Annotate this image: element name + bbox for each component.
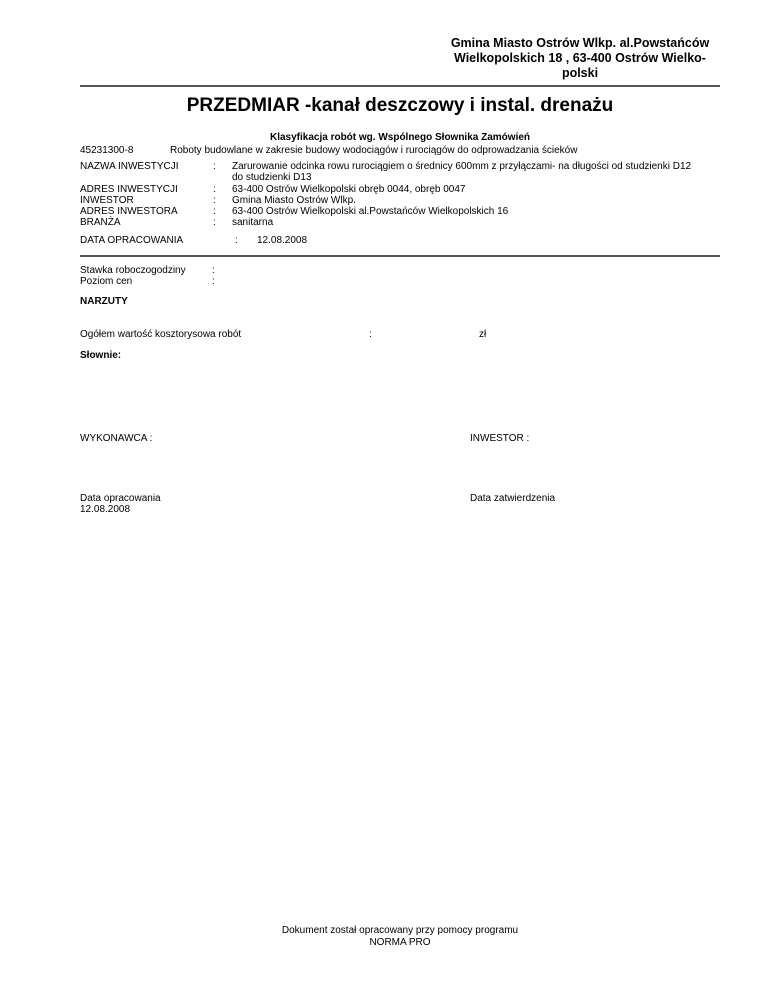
colon: : (212, 276, 215, 287)
total-label: Ogółem wartość kosztorysowa robót (80, 329, 242, 340)
nazwa-inwestycji-label: NAZWA INWESTYCJI (80, 161, 179, 172)
wykonawca-label: WYKONAWCA : (80, 433, 153, 444)
colon: : (213, 217, 216, 229)
top-divider (80, 85, 720, 87)
adres-inwestora-label: ADRES INWESTORA (80, 206, 178, 218)
narzuty-heading: NARZUTY (80, 296, 128, 307)
colon: : (235, 235, 238, 246)
investor-address-header (400, 36, 760, 81)
data-opracowania-bottom-label: Data opracowania (80, 493, 161, 504)
stawka-label: Stawka roboczogodziny (80, 265, 186, 276)
data-zatwierdzenia-label: Data zatwierdzenia (470, 493, 556, 504)
nazwa-line-2: do studzienki D13 (232, 172, 312, 184)
slownie-label: Słownie: (80, 350, 122, 361)
colon: : (213, 194, 216, 206)
data-opracowania-bottom-value: 12.08.2008 (80, 504, 131, 515)
poziom-cen-label: Poziom cen (80, 276, 133, 287)
nazwa-inwestycji-value (232, 161, 722, 184)
inwestor-signature-label: INWESTOR : (470, 433, 530, 444)
total-currency: zł (479, 329, 487, 340)
address-line-3: polski (561, 66, 599, 80)
footer-line-1: Dokument został opracowany przy pomocy programu (281, 925, 519, 936)
total-colon: : (369, 329, 372, 340)
nazwa-line-1: Zarurowanie odcinka rowu rurociągiem o średnicy 600mm z przyłączami- na długości od studzienki D12 (232, 161, 692, 172)
data-opracowania-label: DATA OPRACOWANIA (80, 235, 184, 246)
colon: : (213, 183, 216, 195)
classification-row (80, 145, 577, 156)
classification-code: 45231300-8 (80, 145, 134, 156)
data-opracowania-value: 12.08.2008 (257, 235, 308, 246)
colon: : (212, 265, 215, 276)
footer-note (80, 925, 720, 948)
classification-description: Roboty budowlane w zakresie budowy wodociągów i rurociągów do odprowadzania ścieków (170, 145, 578, 156)
classification-heading: Klasyfikacja robót wg. Wspólnego Słownika Zamówień (269, 132, 531, 143)
inwestor-value: Gmina Miasto Ostrów Wlkp. (232, 194, 356, 206)
branza-label: BRANŻA (80, 217, 121, 229)
inwestor-label: INWESTOR (80, 194, 134, 206)
footer-line-2: NORMA PRO (369, 936, 431, 948)
address-line-2: Wielkopolskich 18 , 63-400 Ostrów Wielko- (454, 51, 706, 65)
adres-inwestycji-label: ADRES INWESTYCJI (80, 183, 178, 195)
adres-inwestycji-value: 63-400 Ostrów Wielkopolski obręb 0044, obręb 0047 (232, 183, 466, 195)
document-title: PRZEDMIAR -kanał deszczowy i instal. drenażu (186, 95, 614, 116)
adres-inwestora-value: 63-400 Ostrów Wielkopolski al.Powstańców Wielkopolskich 16 (232, 206, 509, 218)
colon: : (213, 206, 216, 218)
address-line-1: Gmina Miasto Ostrów Wlkp. al.Powstańców (450, 36, 710, 50)
colon: : (213, 161, 216, 172)
middle-divider (80, 255, 720, 257)
branza-value: sanitarna (232, 217, 274, 229)
